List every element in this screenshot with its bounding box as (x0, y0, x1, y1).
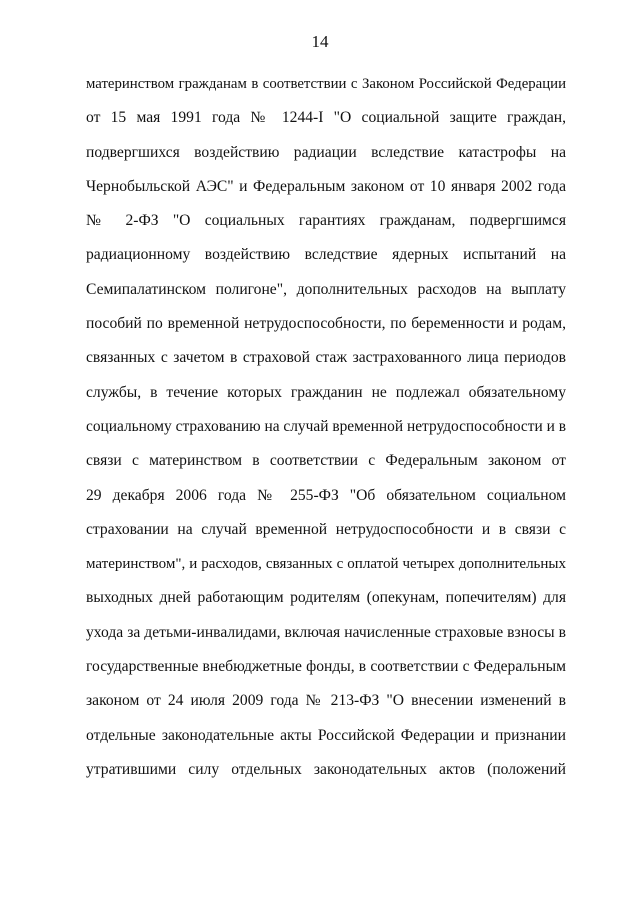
text-line: службы, в течение которых гражданин не подлежал обязательному (86, 383, 566, 401)
page-number: 14 (311, 32, 329, 51)
text-line: государственные внебюджетные фонды, в соответствии с Федеральным (86, 658, 566, 676)
text-line: законом от 24 июля 2009 года № 213-ФЗ "О внесении изменений в (86, 692, 566, 710)
text-line: 29 декабря 2006 года № 255-ФЗ "Об обязательном социальном (86, 486, 566, 504)
text-line: связанных с зачетом в страховой стаж застрахованного лица периодов (86, 349, 566, 367)
text-line: Семипалатинском полигоне", дополнительных расходов на выплату (86, 280, 566, 298)
text-line: социальному страхованию на случай временной нетрудоспособности и в (86, 417, 566, 435)
text-line: связи с материнством в соответствии с Федеральным законом от (86, 452, 566, 470)
text-line: страховании на случай временной нетрудоспособности и в связи с (86, 520, 566, 538)
body-text (86, 72, 566, 792)
text-line: ухода за детьми-инвалидами, включая начисленные страховые взносы в (86, 623, 566, 641)
text-line: отдельные законодательные акты Российской Федерации и признании (86, 726, 566, 744)
text-line: утратившими силу отдельных законодательных актов (положений (86, 760, 566, 778)
text-line: материнством гражданам в соответствии с Законом Российской Федерации (86, 76, 566, 92)
text-line: материнством", и расходов, связанных с оплатой четырех дополнительных (86, 556, 566, 573)
text-line: подвергшихся воздействию радиации вследствие катастрофы на (86, 143, 566, 161)
text-line: пособий по временной нетрудоспособности, по беременности и родам, (86, 315, 566, 333)
text-line: № 2-ФЗ "О социальных гарантиях гражданам, подвергшимся (86, 212, 566, 230)
text-line: радиационному воздействию вследствие ядерных испытаний на (86, 246, 566, 264)
text-line: Чернобыльской АЭС" и Федеральным законом от 10 января 2002 года (86, 177, 566, 195)
text-line: выходных дней работающим родителям (опекунам, попечителям) для (86, 589, 566, 607)
text-line: от 15 мая 1991 года № 1244-I "О социальной защите граждан, (86, 109, 566, 127)
